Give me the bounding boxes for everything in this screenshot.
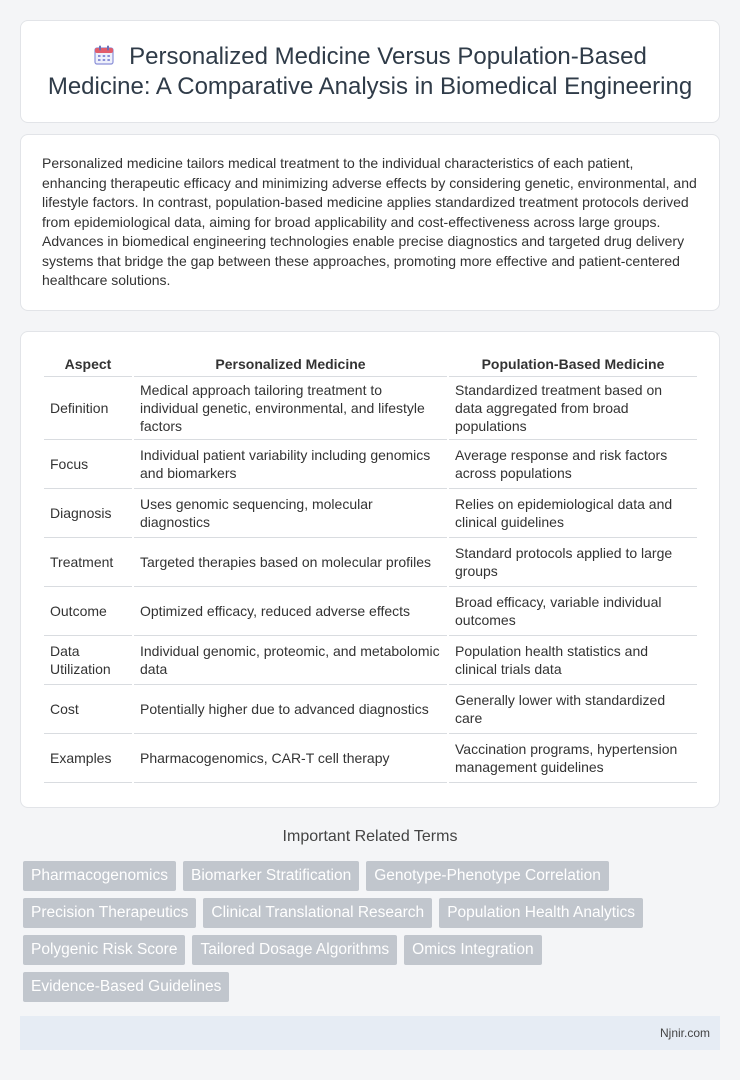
tag-population-health-analytics[interactable]: Population Health Analytics — [439, 898, 643, 928]
cell-personalized: Potentially higher due to advanced diagnostics — [134, 685, 447, 734]
summary-card — [20, 134, 720, 311]
cell-aspect: Examples — [44, 734, 132, 783]
cell-population: Population health statistics and clinical trials data — [449, 636, 697, 685]
cell-personalized: Medical approach tailoring treatment to individual genetic, environmental, and lifestyle factors — [134, 377, 447, 440]
table-row — [44, 489, 697, 538]
table-row — [44, 734, 697, 783]
tag-evidence-based-guidelines[interactable]: Evidence-Based Guidelines — [23, 972, 229, 1002]
cell-personalized: Individual patient variability including genomics and biomarkers — [134, 440, 447, 489]
footer-site-link[interactable]: Njnir.com — [659, 1026, 710, 1040]
cell-population: Relies on epidemiological data and clinical guidelines — [449, 489, 697, 538]
page-title-text: Personalized Medicine Versus Population-Based Medicine: A Comparative Analysis in Biomedical Engineering — [47, 42, 693, 100]
calendar-icon — [93, 44, 115, 66]
cell-aspect: Treatment — [44, 538, 132, 587]
tag-clinical-translational-research[interactable]: Clinical Translational Research — [203, 898, 432, 928]
cell-population: Generally lower with standardized care — [449, 685, 697, 734]
related-terms-list — [23, 861, 713, 1009]
header-personalized: Personalized Medicine — [134, 352, 447, 377]
cell-population: Standard protocols applied to large groups — [449, 538, 697, 587]
header-population: Population-Based Medicine — [449, 352, 697, 377]
tag-biomarker-stratification[interactable]: Biomarker Stratification — [183, 861, 359, 891]
table-row — [44, 440, 697, 489]
table-row — [44, 587, 697, 636]
header-aspect: Aspect — [44, 352, 132, 377]
cell-personalized: Uses genomic sequencing, molecular diagnostics — [134, 489, 447, 538]
cell-population: Broad efficacy, variable individual outcomes — [449, 587, 697, 636]
tag-genotype-phenotype-correlation[interactable]: Genotype-Phenotype Correlation — [366, 861, 609, 891]
cell-aspect: Outcome — [44, 587, 132, 636]
cell-population: Average response and risk factors across populations — [449, 440, 697, 489]
cell-aspect: Data Utilization — [44, 636, 132, 685]
page-title — [45, 42, 695, 102]
table-header-row — [44, 352, 697, 377]
cell-personalized: Pharmacogenomics, CAR-T cell therapy — [134, 734, 447, 783]
tag-omics-integration[interactable]: Omics Integration — [404, 935, 541, 965]
table-row — [44, 538, 697, 587]
cell-aspect: Diagnosis — [44, 489, 132, 538]
table-row — [44, 685, 697, 734]
cell-personalized: Optimized efficacy, reduced adverse effects — [134, 587, 447, 636]
summary-text: Personalized medicine tailors medical treatment to the individual characteristics of each patient, enhancing therapeutic efficacy and minimizing adverse effects by considering genetic, environmental, and lifestyle factors. In contrast, population-based medicine applies standardized treatment protocols derived from epidemiological data, aiming for broad applicability and cost-effectiveness across large groups. Advances in biomedical engineering technologies enable precise diagnostics and targeted drug delivery systems that bridge the gap between these approaches, promoting more effective and patient-centered healthcare solutions. — [42, 155, 697, 288]
cell-personalized: Individual genomic, proteomic, and metabolomic data — [134, 636, 447, 685]
table-row — [44, 636, 697, 685]
tag-pharmacogenomics[interactable]: Pharmacogenomics — [23, 861, 176, 891]
title-card — [20, 20, 720, 123]
tag-tailored-dosage-algorithms[interactable]: Tailored Dosage Algorithms — [192, 935, 397, 965]
cell-population: Vaccination programs, hypertension management guidelines — [449, 734, 697, 783]
related-terms-heading: Important Related Terms — [282, 828, 458, 845]
tag-row — [23, 935, 713, 965]
cell-aspect: Cost — [44, 685, 132, 734]
footer — [20, 1016, 720, 1050]
tag-row — [23, 972, 713, 1002]
title-wrap — [21, 42, 719, 102]
cell-population: Standardized treatment based on data aggregated from broad populations — [449, 377, 697, 440]
cell-aspect: Definition — [44, 377, 132, 440]
tag-polygenic-risk-score[interactable]: Polygenic Risk Score — [23, 935, 185, 965]
tag-row — [23, 898, 713, 928]
tag-row — [23, 861, 713, 891]
tag-precision-therapeutics[interactable]: Precision Therapeutics — [23, 898, 196, 928]
comparison-table-card — [20, 331, 720, 808]
cell-personalized: Targeted therapies based on molecular profiles — [134, 538, 447, 587]
cell-aspect: Focus — [44, 440, 132, 489]
table-row — [44, 377, 697, 440]
comparison-table — [42, 352, 699, 783]
